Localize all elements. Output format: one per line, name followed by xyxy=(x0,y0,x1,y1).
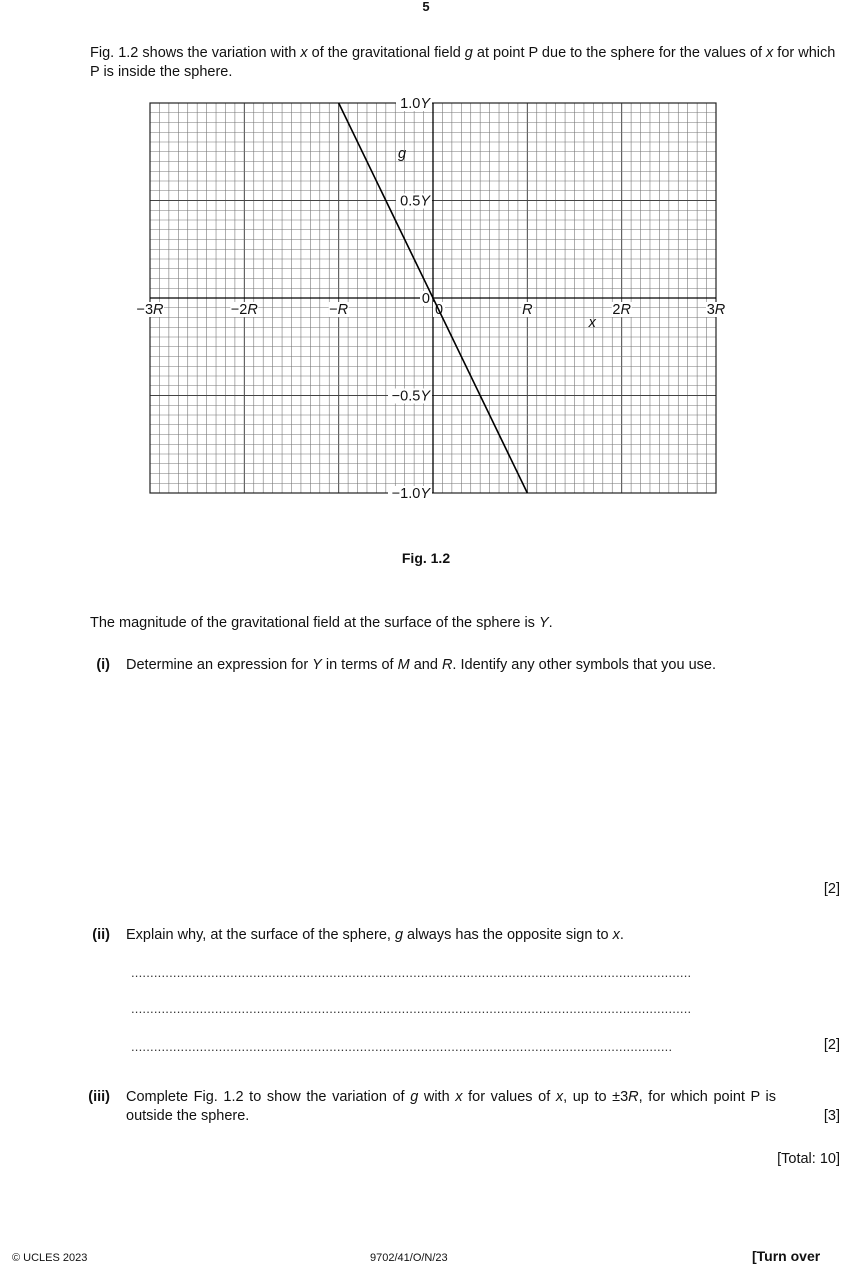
x-tick-label: −2R xyxy=(230,302,258,318)
x-tick-label: −R xyxy=(329,302,349,318)
footer-turn-over: [Turn over xyxy=(752,1248,821,1264)
x-tick-label: R xyxy=(522,302,533,318)
y-axis-label: g xyxy=(398,145,407,162)
figure-caption: Fig. 1.2 xyxy=(401,550,451,566)
x-axis-label: x xyxy=(588,315,596,331)
magnitude-statement: The magnitude of the gravitational field at the surface of the sphere is Y. xyxy=(90,615,553,631)
answer-line-2[interactable]: ................................................................................................................................................... xyxy=(131,1001,692,1016)
page-number: 5 xyxy=(422,0,430,14)
footer-copyright: © UCLES 2023 xyxy=(12,1252,88,1264)
question-number-iii: (iii) xyxy=(88,1089,110,1105)
footer-paper-code: 9702/41/O/N/23 xyxy=(370,1252,448,1264)
question-ii-text: Explain why, at the surface of the sphere, g always has the opposite sign to x. xyxy=(126,927,624,943)
question-iii-text: Complete Fig. 1.2 to show the variation of g with x for values of x, up to ±3R, for which point P is outside the sphere. xyxy=(126,1089,776,1124)
y-tick-label: 0.5Y xyxy=(400,193,430,210)
x-tick-label: −3R xyxy=(136,302,164,318)
total-marks: [Total: 10] xyxy=(777,1151,840,1167)
question-number-i: (i) xyxy=(96,657,110,673)
x-tick-label: 2R xyxy=(612,302,631,318)
y-tick-label: −0.5Y xyxy=(391,388,430,405)
y-tick-label: −1.0Y xyxy=(391,486,430,502)
answer-line-3[interactable]: .............................................................................................................................................. xyxy=(131,1039,673,1054)
question-number-ii: (ii) xyxy=(92,927,110,943)
x-tick-label: 3R xyxy=(706,302,726,318)
intro-paragraph: Fig. 1.2 shows the variation with x of the gravitational field g at point P due to the sphere for the values of x for which P is inside the sphere. xyxy=(90,45,836,80)
y-tick-label: 1.0Y xyxy=(400,96,430,112)
y-tick-label: 0 xyxy=(421,291,430,307)
marks-iii: [3] xyxy=(823,1108,840,1124)
question-i-text: Determine an expression for Y in terms of M and R. Identify any other symbols that you use. xyxy=(126,657,716,673)
marks-ii: [2] xyxy=(823,1037,840,1053)
figure-1-2-graph xyxy=(136,96,740,502)
marks-i: [2] xyxy=(823,881,840,897)
x-tick-label: 0 xyxy=(435,302,444,318)
answer-line-1[interactable]: ................................................................................................................................................... xyxy=(131,965,692,980)
